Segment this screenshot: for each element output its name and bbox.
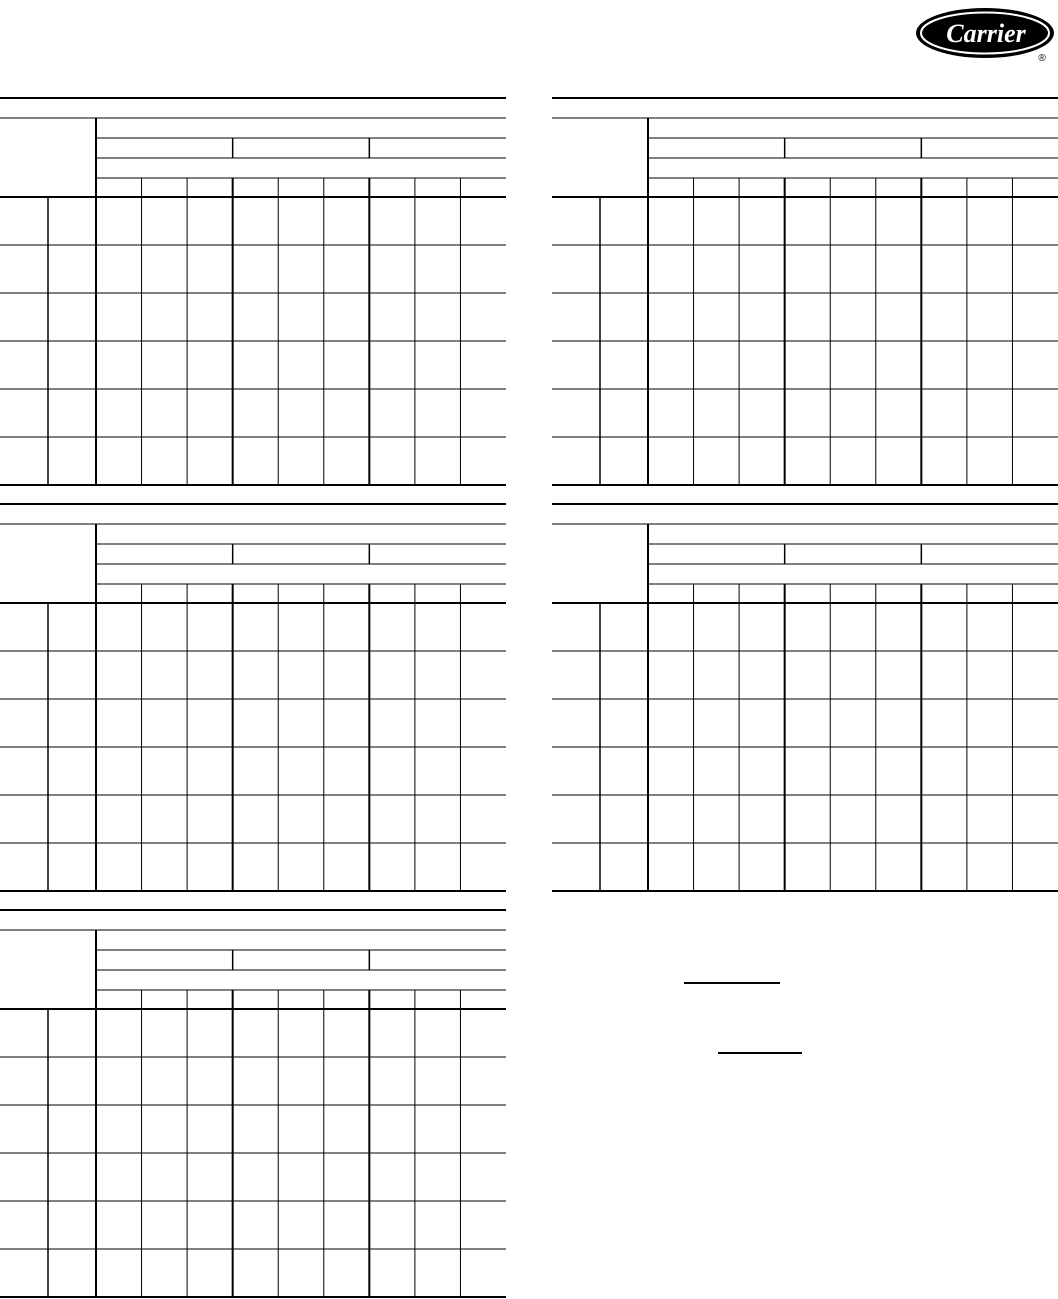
table-3 [0, 503, 506, 893]
formula-fraction-bar-2 [718, 1052, 802, 1054]
registered-mark: ® [1038, 53, 1046, 64]
brand-name: Carrier [946, 19, 1026, 48]
table-5-grid [0, 909, 506, 1299]
table-1 [0, 97, 506, 487]
table-5 [0, 909, 506, 1299]
table-4 [552, 503, 1058, 893]
table-2 [552, 97, 1058, 487]
carrier-logo [914, 5, 1058, 65]
formula-fraction-bar-1 [684, 982, 780, 984]
table-3-grid [0, 503, 506, 893]
table-2-grid [552, 97, 1058, 487]
table-4-grid [552, 503, 1058, 893]
table-1-grid [0, 97, 506, 487]
